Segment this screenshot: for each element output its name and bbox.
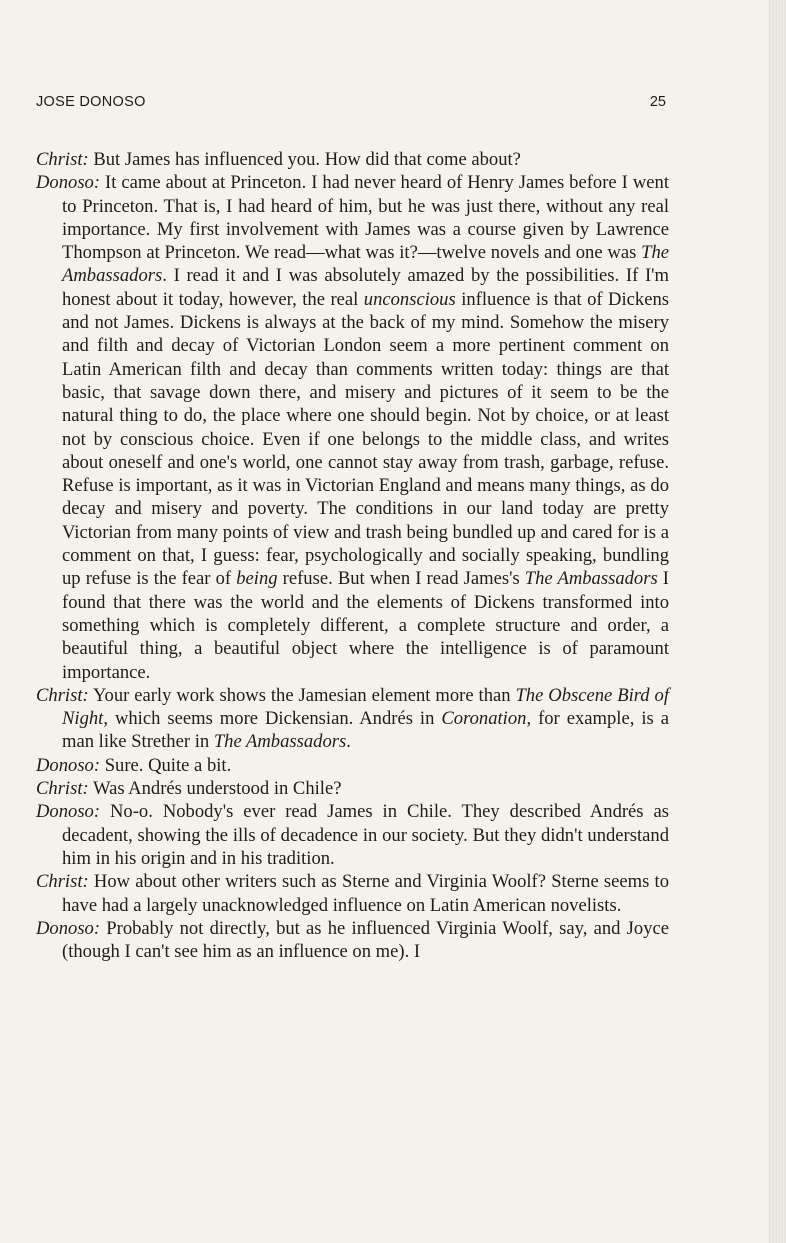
interview-paragraph [36,870,669,917]
page-number: 25 [649,94,666,110]
paragraph-text: , for example, is a man like Strether in [62,708,669,753]
italic-title-text: The Ambassadors [524,568,658,590]
italic-title-text: unconscious [363,288,456,310]
interview-paragraph [36,800,669,870]
paragraph-text: Probably not directly, but as he influenced Virginia Woolf, say, and Joyce (though I can't see him as an influence on me). I [62,917,670,963]
running-head-title: JOSE DONOSO [36,94,146,110]
interview-paragraph [36,684,669,754]
paragraph-text: Your early work shows the Jamesian element more than [92,684,516,706]
speaker-label: Donoso: [36,172,101,194]
interview-paragraph [36,777,669,800]
paragraph-text: . I read it and I was absolutely amazed by the possibilities. If I'm honest about it today, however, the real [62,265,669,310]
speaker-label: Christ: [36,684,89,706]
paragraph-text: Sure. Quite a bit. [104,754,232,776]
speaker-label: Christ: [36,778,89,800]
italic-title-text: Coronation [441,708,527,730]
speaker-label: Donoso: [36,754,101,776]
interview-paragraph [36,148,669,171]
paragraph-text: influence is that of Dickens and not James. Dickens is always at the back of my mind. Somehow the misery and filth and decay of Victorian London seem a more pertinent comment on Latin American filth and decay than comments written today: things are that basic, that savage down there, and misery and pictures of it seem to be the natural thing to do, the place where one should begin. Not by choice, or at least not by conscious choice. Even if one belongs to the middle class, and writes about oneself and one's world, one cannot stay away from trash, garbage, refuse. Refuse is important, as it was in Victorian England and means many things, as do decay and misery and poverty. The conditions in our land today are pretty Victorian from many points of view and trash being bundled up and cared for is a comment on that, I guess: fear, psychologically and socially speaking, bundling up refuse is the fear of [62,288,669,590]
interview-text [36,148,669,963]
speaker-label: Christ: [36,871,89,893]
interview-paragraph [36,171,669,684]
paragraph-text: . [346,731,351,753]
paragraph-text: It came about at Princeton. I had never heard of Henry James before I went to Princeton. That is, I had heard of him, but he was just there, without any real importance. My first involvement with James was a course given by Lawrence Thompson at Princeton. We read—what was it?—twelve novels and one was [62,172,669,264]
interview-paragraph [36,917,669,964]
paragraph-text: , which seems more Dickensian. Andrés in [103,708,442,730]
italic-title-text: The Obscene Bird of Night [62,684,669,730]
paragraph-text: Was Andrés understood in Chile? [93,778,342,800]
interview-paragraph [36,754,669,777]
paragraph-text: I found that there was the world and the elements of Dickens transformed into something which is completely different, a complete structure and order, a beautiful thing, a beautiful object where the intelligence is of paramount importance. [62,568,669,683]
paragraph-text: refuse. But when I read James's [277,568,525,590]
paragraph-text: How about other writers such as Sterne and Virginia Woolf? Sterne seems to have had a largely unacknowledged influence on Latin American novelists. [62,871,669,916]
page-edge-stack [768,0,786,1243]
paragraph-text: No-o. Nobody's ever read James in Chile. They described Andrés as decadent, showing the ills of decadence in our society. But they didn't understand him in his origin and in his tradition. [62,801,669,869]
paragraph-text: But James has influenced you. How did that come about? [93,149,521,170]
italic-title-text: The Ambassadors [62,242,669,287]
italic-title-text: The Ambassadors [213,731,347,753]
running-head [36,94,666,118]
speaker-label: Donoso: [36,917,101,939]
speaker-label: Donoso: [36,801,101,823]
italic-title-text: being [236,568,278,590]
speaker-label: Christ: [36,149,89,170]
